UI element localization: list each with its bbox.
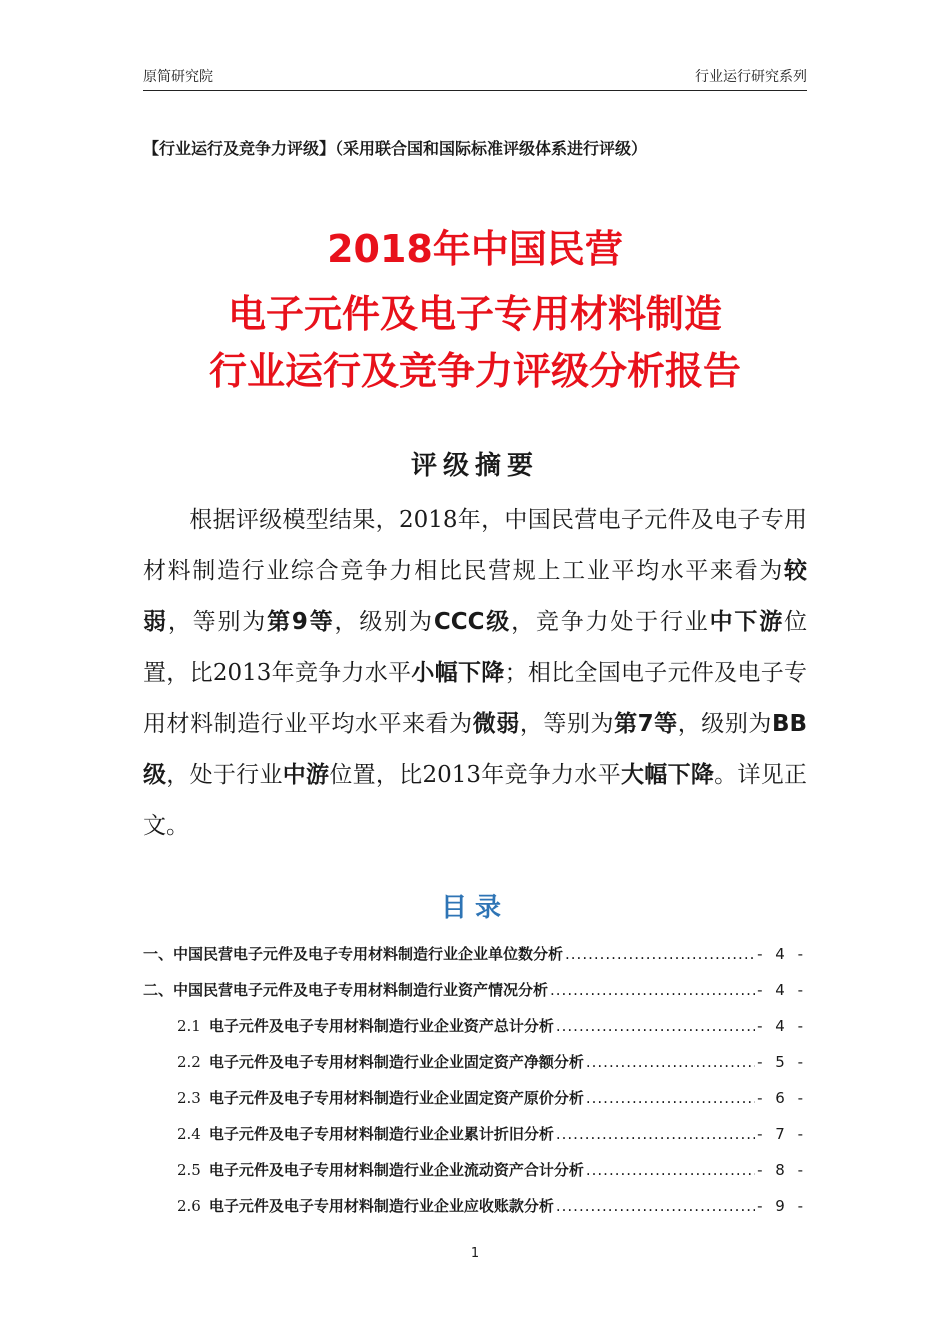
header-org: 原简研究院: [143, 69, 213, 85]
toc-dot-leader: [586, 1044, 755, 1080]
toc-entry-text: 电子元件及电子专用材料制造行业企业资产总计分析: [208, 1017, 554, 1035]
summary-heading: 评级摘要: [410, 451, 539, 481]
level-vs-national: BB级: [143, 711, 808, 788]
level-vs-private: CCC级: [433, 609, 512, 635]
toc-entry-text: 二、中国民营电子元件及电子专用材料制造行业资产情况分析: [143, 981, 549, 999]
position-vs-national: 中游: [282, 762, 330, 788]
grade-vs-private: 第9等: [267, 609, 335, 635]
page-header: [143, 64, 807, 91]
summary-paragraph: 根据评级模型结果，2018年，中国民营电子元件及电子专用材料制造行业综合竞争力相比民营规上工业平均水平来看为较弱，等别为第9等，级别为CCC级，竞争力处于行业中下游位置，比2013年竞争力水平小幅下降；相比全国电子元件及电子专用材料制造行业平均水平来看为微弱，等别为第7等，级别为BB级，处于行业中游位置，比2013年竞争力水平大幅下降。详见正文。: [143, 507, 808, 839]
toc-dot-leader: [586, 1152, 755, 1188]
toc-dot-leader: [550, 972, 755, 1008]
toc-entry-2[interactable]: [143, 972, 807, 1008]
toc-page-number: - 4 -: [757, 1017, 807, 1035]
toc-dot-leader: [586, 1080, 755, 1116]
trend-vs-private: 小幅下降: [411, 660, 505, 686]
report-subtitle: 【行业运行及竞争力评级】（采用联合国和国际标准评级体系进行评级）: [143, 139, 648, 158]
title-line-2: 电子元件及电子专用材料制造: [227, 292, 722, 336]
toc-entry-text: 电子元件及电子专用材料制造行业企业固定资产净额分析: [208, 1053, 584, 1071]
toc-page-number: - 6 -: [757, 1089, 807, 1107]
toc-entry-1[interactable]: [143, 936, 807, 972]
toc-entry-2-6[interactable]: [143, 1188, 807, 1224]
toc-page-number: - 9 -: [757, 1197, 807, 1215]
page-number: 1: [470, 1246, 480, 1261]
header-series: 行业运行研究系列: [695, 69, 807, 85]
toc-page-number: - 8 -: [757, 1161, 807, 1179]
toc-page-number: - 5 -: [757, 1053, 807, 1071]
toc-section-number: 2.5: [177, 1161, 201, 1179]
rating-vs-private: 较弱: [143, 558, 807, 635]
table-of-contents: [143, 936, 807, 1224]
toc-page-number: - 4 -: [757, 945, 807, 963]
toc-page-number: - 4 -: [757, 981, 807, 999]
toc-section-number: 2.2: [177, 1053, 201, 1071]
toc-entry-text: 一、中国民营电子元件及电子专用材料制造行业企业单位数分析: [143, 945, 564, 963]
toc-dot-leader: [556, 1116, 755, 1152]
toc-heading: 目录: [440, 893, 509, 923]
rating-vs-national: 微弱: [472, 711, 520, 737]
title-line-1: 2018年中国民营: [327, 227, 623, 271]
toc-dot-leader: [556, 1008, 755, 1044]
toc-entry-text: 电子元件及电子专用材料制造行业企业累计折旧分析: [208, 1125, 554, 1143]
toc-entry-2-1[interactable]: [143, 1008, 807, 1044]
toc-entry-2-4[interactable]: [143, 1116, 807, 1152]
grade-vs-national: 第7等: [614, 711, 678, 737]
toc-section-number: 2.6: [177, 1197, 201, 1215]
position-vs-private: 中下游: [709, 609, 785, 635]
toc-entry-2-3[interactable]: [143, 1080, 807, 1116]
title-line-3: 行业运行及竞争力评级分析报告: [208, 349, 741, 393]
toc-dot-leader: [565, 936, 755, 972]
toc-page-number: - 7 -: [757, 1125, 807, 1143]
toc-section-number: 2.4: [177, 1125, 201, 1143]
toc-entry-2-2[interactable]: [143, 1044, 807, 1080]
trend-vs-national: 大幅下降: [621, 762, 715, 788]
toc-entry-2-5[interactable]: [143, 1152, 807, 1188]
toc-section-number: 2.1: [177, 1017, 201, 1035]
toc-dot-leader: [556, 1188, 755, 1224]
toc-entry-text: 电子元件及电子专用材料制造行业企业固定资产原价分析: [208, 1089, 584, 1107]
toc-entry-text: 电子元件及电子专用材料制造行业企业应收账款分析: [208, 1197, 554, 1215]
toc-section-number: 2.3: [177, 1089, 201, 1107]
toc-entry-text: 电子元件及电子专用材料制造行业企业流动资产合计分析: [208, 1161, 584, 1179]
